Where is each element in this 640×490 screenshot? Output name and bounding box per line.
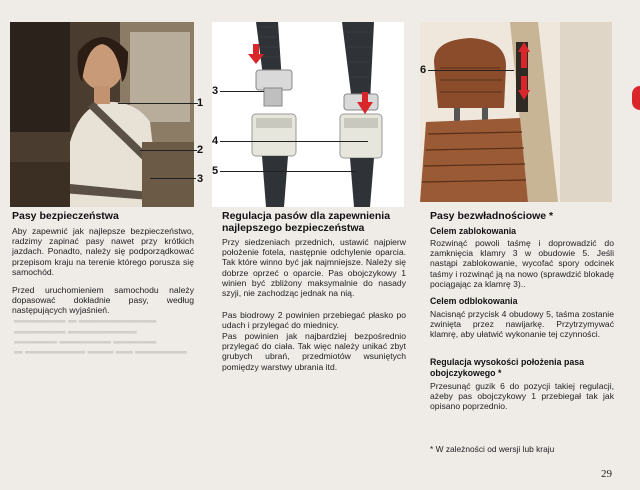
callout-leader-3 xyxy=(150,178,196,179)
chapter-tab-marker xyxy=(632,86,640,110)
diagram-buckle xyxy=(212,22,404,207)
callout-leader-4 xyxy=(220,141,368,142)
lock-text: Rozwinąć powoli taśmę i doprowadzić do zamknięcia klamry 3 w obudowie 5. Jeśli nastąpi zablokowanie, wycofać spory odcinek taśmy i rozwinąć ją na nowo (sprawdzić blokadę pociągając za klamrę 3).. xyxy=(430,238,614,289)
callout-leader-6 xyxy=(428,70,514,71)
adjustment-text-3: Pas powinien jak najbardziej bezpośrednio przylegać do ciała. Tak więc należy unikać zbyt grubych ubrań, przedmiotów wsuniętych pomiędzy warstwy ubrania itd. xyxy=(222,331,406,372)
version-footnote: * W zależności od wersji lub kraju xyxy=(430,444,555,454)
callout-3: 3 xyxy=(197,173,204,185)
callout-1: 1 xyxy=(197,97,204,109)
callout-3b: 3 xyxy=(212,85,219,97)
callout-2: 2 xyxy=(197,144,204,156)
bleed-through-text: ▬ ▬▬▬▬▬▬▬ ▬▬▬ ▬▬ ▬▬▬▬▬▬ ▬▬▬▬▬ ▬▬▬▬▬▬ ▬▬▬▬▬ ▬▬▬▬▬▬ ▬▬▬▬▬▬▬▬ ▬▬▬▬▬▬ ▬ ▬▬▬▬▬▬▬▬▬ xyxy=(14,318,187,359)
unlock-title: Celem odblokowania xyxy=(430,296,518,306)
callout-leader-5 xyxy=(220,171,356,172)
page-number: 29 xyxy=(601,468,612,480)
callout-4: 4 xyxy=(212,135,219,147)
callout-leader-3b xyxy=(220,91,264,92)
adjustment-text-2: Pas biodrowy 2 powinien przebiegać płasko po udach i przylegać do miednicy. xyxy=(222,310,406,331)
height-adjust-title: Regulacja wysokości położenia pasa obojczykowego * xyxy=(430,357,585,378)
callout-6: 6 xyxy=(420,64,427,76)
section-title-belt-adjustment: Regulacja pasów dla zapewnienia najlepszego bezpieczeństwa xyxy=(222,210,391,234)
height-adjust-text: Przesunąć guzik 6 do pozycji takiej regulacji, ażeby pas obojczykowy 1 przebiegał tak jak opisano poprzednio. xyxy=(430,381,614,412)
callout-leader-2 xyxy=(140,150,197,151)
callout-5: 5 xyxy=(212,165,219,177)
lock-title: Celem zablokowania xyxy=(430,226,517,236)
seatbelts-intro-text: Aby zapewnić jak najlepsze bezpieczeństwo, radzimy zapinać pasy nawet przy krótkich jazdach. Ponadto, należy się podporządkować przepisom kraju na terenie którego porusza się samochód. xyxy=(12,226,194,277)
seatbelts-before-start-text: Przed uruchomieniem samochodu należy dopasować dokładnie pasy, według następujących wyjaśnień. xyxy=(12,285,194,316)
photo-woman-seatbelt xyxy=(10,22,194,207)
section-title-inertia-belts: Pasy bezwładnościowe * xyxy=(430,210,554,222)
section-title-seatbelts: Pasy bezpieczeństwa xyxy=(12,210,119,222)
adjustment-text-1: Przy siedzeniach przednich, ustawić najpierw położenie fotela, następnie odchylenie oparcia. Tak które winno być jak najmniejsze. Należy się dobrze oprzeć o oparcie. Pas obojczykowy 1 winien być zbliżony maksymalnie do nasady szyji, nie zachodząc jednak na nią. xyxy=(222,237,406,299)
callout-leader-1 xyxy=(118,103,198,104)
unlock-text: Nacisnąć przycisk 4 obudowy 5, taśma zostanie zwinięta przez nawijarkę. Przytrzymywać klamrę, aby ułatwić wykonanie tej czynności. xyxy=(430,309,614,340)
photo-belt-height-adjuster xyxy=(420,22,612,202)
